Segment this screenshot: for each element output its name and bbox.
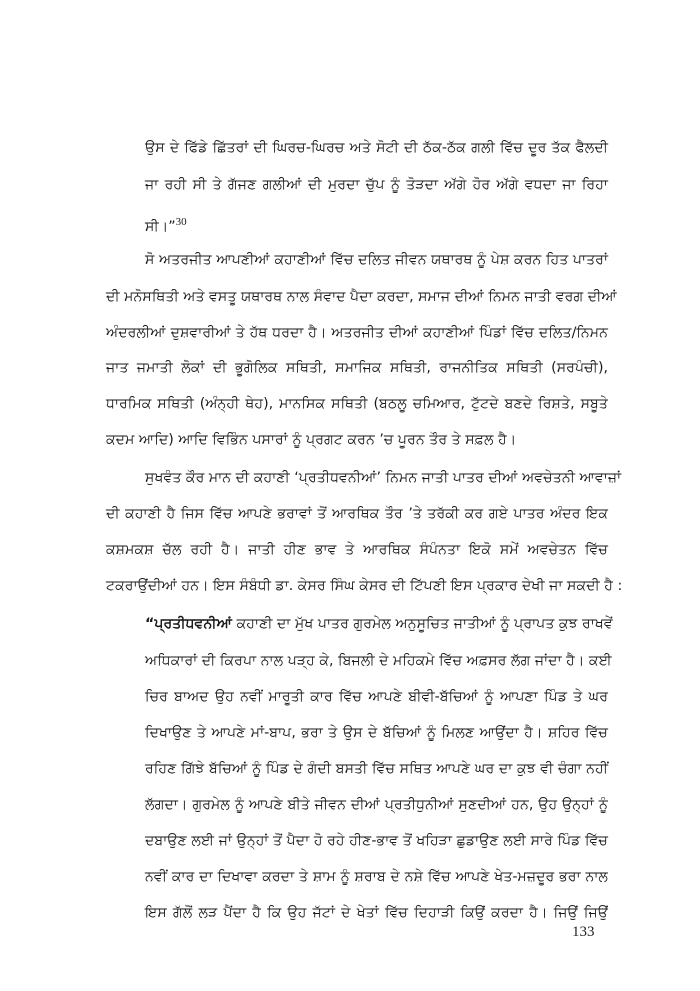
block-quote-line: ਅਧਿਕਾਰਾਂ ਦੀ ਕਿਰਪਾ ਨਾਲ ਪੜ੍ਹ ਕੇ, ਬਿਜਲੀ ਦੇ ਮਹਿਕਮੇ ਵਿੱਚ ਅਫ਼ਸਰ ਲੱਗ ਜਾਂਦਾ ਹੈ। ਕਈ <box>145 653 612 669</box>
page-number: 133 <box>572 924 595 940</box>
block-quote-line: ਰਹਿਣ ਗਿੱਝੇ ਬੱਚਿਆਂ ਨੂੰ ਪਿੰਡ ਦੇ ਗੰਦੀ ਬਸਤੀ ਵਿੱਚ ਸਥਿਤ ਆਪਣੇ ਘਰ ਦਾ ਕੁਝ ਵੀ ਚੰਗਾ ਨਹੀਂ <box>145 761 608 777</box>
block-quote-line: ਨਵੀਂ ਕਾਰ ਦਾ ਦਿਖਾਵਾ ਕਰਦਾ ਤੇ ਸ਼ਾਮ ਨੂੰ ਸ਼ਰਾਬ ਦੇ ਨਸ਼ੇ ਵਿੱਚ ਆਪਣੇ ਖੇਤ-ਮਜ਼ਦੂਰ ਭਰਾ ਨਾਲ <box>145 869 608 885</box>
footnote-reference[interactable]: 30 <box>175 216 187 228</box>
quote-line-last <box>145 212 187 237</box>
paragraph-line: ਟਕਰਾਉਂਦੀਆਂ ਹਨ। ਇਸ ਸੰਬੰਧੀ ਡਾ. ਕੇਸਰ ਸਿੰਘ ਕੇਸਰ ਦੀ ਟਿੱਪਣੀ ਇਸ ਪ੍ਰਕਾਰ ਦੇਖੀ ਜਾ ਸਕਦੀ ਹੈ : <box>106 578 623 594</box>
paragraph-line: ਧਾਰਮਿਕ ਸਥਿਤੀ (ਅੰਨ੍ਹੀ ਥੇਹ), ਮਾਨਸਿਕ ਸਥਿਤੀ (ਬਠਲੂ ਚਮਿਆਰ, ਟੁੱਟਦੇ ਬਣਦੇ ਰਿਸ਼ਤੇ, ਸਬੂਤੇ <box>106 396 608 412</box>
paragraph-first-line: ਸੋ ਅਤਰਜੀਤ ਆਪਣੀਆਂ ਕਹਾਣੀਆਂ ਵਿੱਚ ਦਲਿਤ ਜੀਵਨ ਯਥਾਰਥ ਨੂੰ ਪੇਸ਼ ਕਰਨ ਹਿਤ ਪਾਤਰਾਂ <box>145 252 608 268</box>
paragraph-line: ਅੰਦਰਲੀਆਂ ਦੁਸ਼ਵਾਰੀਆਂ ਤੇ ਹੱਥ ਧਰਦਾ ਹੈ। ਅਤਰਜੀਤ ਦੀਆਂ ਕਹਾਣੀਆਂ ਪਿੰਡਾਂ ਵਿੱਚ ਦਲਿਤ/ਨਿਮਨ <box>106 325 608 341</box>
paragraph-line: ਜਾਤ ਜਮਾਤੀ ਲੋਕਾਂ ਦੀ ਭੂਗੋਲਿਕ ਸਥਿਤੀ, ਸਮਾਜਿਕ ਸਥਿਤੀ, ਰਾਜਨੀਤਿਕ ਸਥਿਤੀ (ਸਰਪੰਚੀ), <box>106 360 608 376</box>
quote-line: ਉਸ ਦੇ ਫਿੱਡੇ ਛਿੱਤਰਾਂ ਦੀ ਘਿਰਚ-ਘਿਰਚ ਅਤੇ ਸੋਟੀ ਦੀ ਠੱਕ-ਠੱਕ ਗਲੀ ਵਿੱਚ ਦੂਰ ਤੱਕ ਫੈਲਦੀ <box>145 140 608 156</box>
paragraph-last-line: ਕਦਮ ਆਦਿ) ਆਦਿ ਵਿਭਿੰਨ ਪਸਾਰਾਂ ਨੂੰ ਪ੍ਰਗਟ ਕਰਨ ’ਚ ਪੂਰਨ ਤੌਰ ਤੇ ਸਫ਼ਲ ਹੈ। <box>106 432 517 448</box>
story-title-bold: “ਪ੍ਰਤੀਧਵਨੀਆਂ <box>145 616 233 632</box>
block-quote-line: ਦਬਾਉਣ ਲਈ ਜਾਂ ਉਨ੍ਹਾਂ ਤੋਂ ਪੈਦਾ ਹੋ ਰਹੇ ਹੀਣ-ਭਾਵ ਤੋਂ ਖਹਿੜਾ ਛੁਡਾਉਣ ਲਈ ਸਾਰੇ ਪਿੰਡ ਵਿੱਚ <box>145 833 608 849</box>
block-quote-line: ਲੱਗਦਾ। ਗੁਰਮੇਲ ਨੂੰ ਆਪਣੇ ਬੀਤੇ ਜੀਵਨ ਦੀਆਂ ਪ੍ਰਤੀਧੁਨੀਆਂ ਸੁਣਦੀਆਂ ਹਨ, ਉਹ ਉਨ੍ਹਾਂ ਨੂੰ <box>145 797 608 813</box>
block-quote-line: ਇਸ ਗੱਲੋਂ ਲੜ ਪੈਂਦਾ ਹੈ ਕਿ ਉਹ ਜੱਟਾਂ ਦੇ ਖੇਤਾਂ ਵਿੱਚ ਦਿਹਾੜੀ ਕਿਉਂ ਕਰਦਾ ਹੈ। ਜਿਉਂ ਜਿਉਂ <box>145 905 608 921</box>
block-quote-line: ਚਿਰ ਬਾਅਦ ਉਹ ਨਵੀਂ ਮਾਰੂਤੀ ਕਾਰ ਵਿੱਚ ਆਪਣੇ ਬੀਵੀ-ਬੱਚਿਆਂ ਨੂੰ ਆਪਣਾ ਪਿੰਡ ਤੇ ਘਰ <box>145 689 608 705</box>
paragraph-line: ਦੀ ਕਹਾਣੀ ਹੈ ਜਿਸ ਵਿੱਚ ਆਪਣੇ ਭਰਾਵਾਂ ਤੋਂ ਆਰਥਿਕ ਤੌਰ ’ਤੇ ਤਰੱਕੀ ਕਰ ਗਏ ਪਾਤਰ ਅੰਦਰ ਇਕ <box>106 506 608 522</box>
paragraph-line: ਦੀ ਮਨੋਸਥਿਤੀ ਅਤੇ ਵਸਤੂ ਯਥਾਰਥ ਨਾਲ ਸੰਵਾਦ ਪੈਦਾ ਕਰਦਾ, ਸਮਾਜ ਦੀਆਂ ਨਿਮਨ ਜਾਤੀ ਵਰਗ ਦੀਆਂ <box>106 289 617 305</box>
quote-line: ਜਾ ਰਹੀ ਸੀ ਤੇ ਗੱਜਣ ਗਲੀਆਂ ਦੀ ਮੁਰਦਾ ਚੁੱਪ ਨੂੰ ਤੋੜਦਾ ਅੱਗੇ ਹੋਰ ਅੱਗੇ ਵਧਦਾ ਜਾ ਰਿਹਾ <box>145 177 608 193</box>
block-quote-first-line <box>145 614 613 634</box>
paragraph-line: ਕਸ਼ਮਕਸ਼ ਚੱਲ ਰਹੀ ਹੈ। ਜਾਤੀ ਹੀਣ ਭਾਵ ਤੇ ਆਰਥਿਕ ਸੰਪੰਨਤਾ ਇਕੋ ਸਮੇਂ ਅਵਚੇਤਨ ਵਿੱਚ <box>106 542 608 558</box>
quote-end-text: ਸੀ।” <box>145 219 176 235</box>
paragraph-first-line: ਸੁਖਵੰਤ ਕੌਰ ਮਾਨ ਦੀ ਕਹਾਣੀ ‘ਪ੍ਰਤੀਧਵਨੀਆਂ’ ਨਿਮਨ ਜਾਤੀ ਪਾਤਰ ਦੀਆਂ ਅਵਚੇਤਨੀ ਆਵਾਜ਼ਾਂ <box>145 470 622 486</box>
block-quote-line: ਦਿਖਾਉਣ ਤੇ ਆਪਣੇ ਮਾਂ-ਬਾਪ, ਭਰਾ ਤੇ ਉਸ ਦੇ ਬੱਚਿਆਂ ਨੂੰ ਮਿਲਣ ਆਉਂਦਾ ਹੈ। ਸ਼ਹਿਰ ਵਿੱਚ <box>145 725 608 741</box>
block-quote-text: ਕਹਾਣੀ ਦਾ ਮੁੱਖ ਪਾਤਰ ਗੁਰਮੇਲ ਅਨੁਸੂਚਿਤ ਜਾਤੀਆਂ ਨੂੰ ਪ੍ਰਾਪਤ ਕੁਝ ਰਾਖਵੇਂ <box>232 616 613 632</box>
